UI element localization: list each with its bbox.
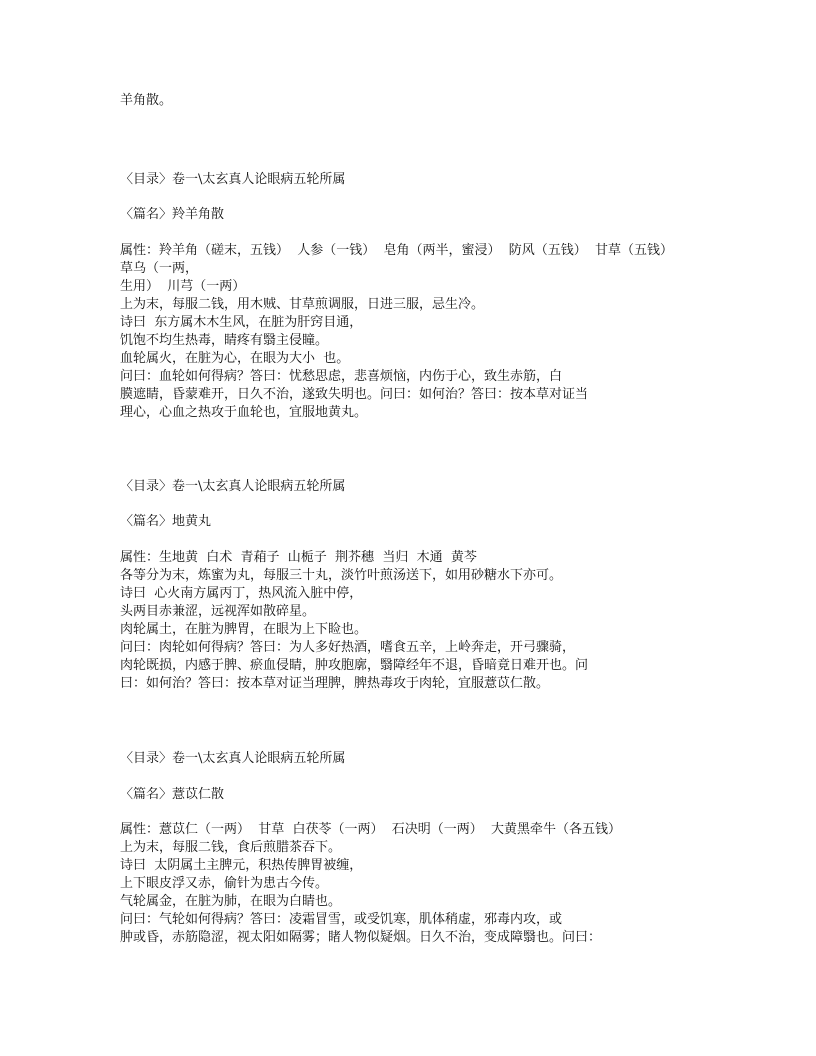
section-2-question: 曰：如何治？答曰：按本草对证当理脾，脾热毒攻于肉轮，宜服薏苡仁散。 <box>120 676 550 691</box>
section-1-line: 草乌（一两， <box>120 261 199 276</box>
section-2-line: 肉轮属土，在脏为脾胃，在眼为上下睑也。 <box>120 622 368 637</box>
intro-line: 羊角散。 <box>120 93 173 108</box>
section-1-poem: 饥饱不均生热毒，睛疼有翳主侵瞳。 <box>120 333 329 348</box>
section-1-line: 生用） 川芎（一两） <box>120 279 246 294</box>
section-1-line: 血轮属火，在脏为心，在眼为大小 也。 <box>120 351 350 366</box>
section-3-question: 肿或昏，赤筋隐涩，视太阳如隔雾；睹人物似疑烟。日久不治，变成障翳也。问曰： <box>120 930 602 945</box>
section-3-question: 问曰：气轮如何得病？答曰：凌霜冒雪，或受饥寒，肌体稍虚，邪毒内攻，或 <box>120 912 563 927</box>
section-3-catalog: 〈目录〉卷一\太玄真人论眼病五轮所属 <box>120 751 346 766</box>
section-1-poem: 诗曰 东方属木木生风，在脏为肝窍目通， <box>120 315 363 330</box>
section-1-question: 理心，心血之热攻于血轮也，宜服地黄丸。 <box>120 405 368 420</box>
section-2-line: 各等分为末，炼蜜为丸，每服三十丸，淡竹叶煎汤送下，如用砂糖水下亦可。 <box>120 568 563 583</box>
section-1-line: 上为末，每服二钱，用木贼、甘草煎调服，日进三服，忌生冷。 <box>120 297 485 312</box>
section-1-question: 问曰：血轮如何得病？答曰：忧愁思虑，悲喜烦恼，内伤于心，致生赤筋，白 <box>120 369 563 384</box>
section-2-question: 问曰：肉轮如何得病？答曰：为人多好热酒，嗜食五辛，上岭奔走，开弓骤骑， <box>120 640 576 655</box>
section-3-poem: 上下眼皮浮又赤，偷针为患古今传。 <box>120 876 329 891</box>
section-3-attributes: 属性：薏苡仁（一两） 甘草 白茯苓（一两） 石决明（一两） 大黄黑牵牛（各五钱） <box>120 822 622 837</box>
section-3-line: 上为末，每服二钱，食后煎腊茶吞下。 <box>120 840 342 855</box>
section-3-line: 气轮属金，在脏为肺，在眼为白睛也。 <box>120 894 342 909</box>
section-1-attributes: 属性：羚羊角（磋末，五钱） 人参（一钱） 皂角（两半，蜜浸） 防风（五钱） 甘草（五钱） <box>120 243 674 258</box>
section-2-title: 〈篇名〉地黄丸 <box>120 514 212 529</box>
section-1-title: 〈篇名〉羚羊角散 <box>120 207 225 222</box>
section-3-title: 〈篇名〉薏苡仁散 <box>120 787 225 802</box>
section-1-question: 膜遮睛，昏蒙难开，日久不治，遂致失明也。问曰：如何治？答曰：按本草对证当 <box>120 387 589 402</box>
section-3-poem: 诗曰 太阴属土主脾元，积热传脾胃被缠， <box>120 858 363 873</box>
section-2-poem: 头两目赤兼涩，远视浑如散碎星。 <box>120 604 316 619</box>
section-2-catalog: 〈目录〉卷一\太玄真人论眼病五轮所属 <box>120 479 346 494</box>
section-2-attributes: 属性：生地黄 白术 青葙子 山栀子 荆芥穗 当归 木通 黄芩 <box>120 550 477 565</box>
section-2-poem: 诗曰 心火南方属丙丁，热风流入脏中停， <box>120 586 363 601</box>
section-1-catalog: 〈目录〉卷一\太玄真人论眼病五轮所属 <box>120 172 346 187</box>
section-2-question: 肉轮既损，内感于脾、瘀血侵睛，肿攻胞廓，翳障经年不退，昏暗竟日难开也。问 <box>120 658 589 673</box>
